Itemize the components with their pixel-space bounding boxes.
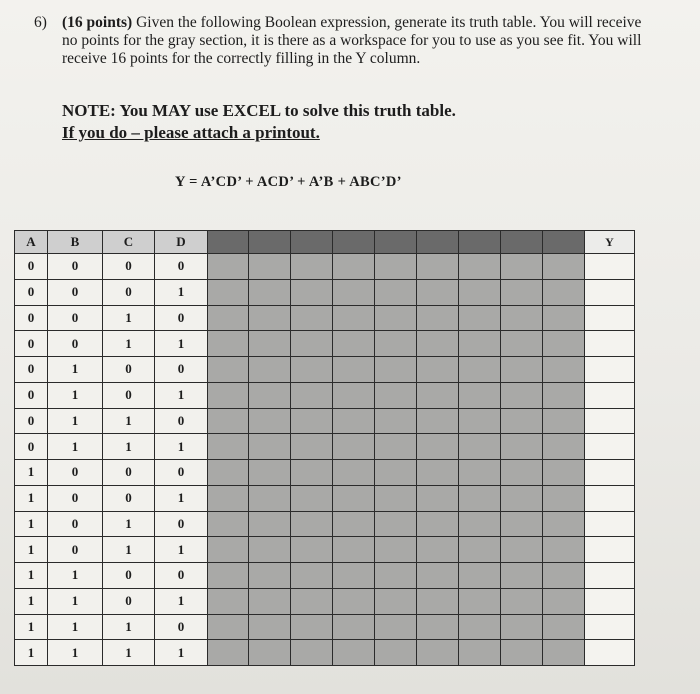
workspace-cell[interactable] [417,640,459,666]
workspace-cell[interactable] [249,254,291,280]
workspace-cell[interactable] [333,485,375,511]
workspace-cell[interactable] [291,640,333,666]
y-answer-cell[interactable] [585,537,635,563]
workspace-cell[interactable] [501,588,543,614]
workspace-cell[interactable] [249,511,291,537]
cell-d: 0 [155,408,208,434]
cell-a: 1 [15,460,48,486]
workspace-cell[interactable] [333,563,375,589]
cell-b: 0 [48,537,103,563]
workspace-cell[interactable] [501,563,543,589]
question-body: Given the following Boolean expression, generate its truth table. You will receive no points for the gray section, it is there as a workspace for you to use as you see fit. You will receive 16 points for the correctly filling in the Y column. [62,14,642,67]
question-text [62,14,652,68]
workspace-cell[interactable] [375,331,417,357]
workspace-cell[interactable] [249,537,291,563]
workspace-cell[interactable] [375,460,417,486]
workspace-cell[interactable] [501,537,543,563]
workspace-cell[interactable] [543,305,585,331]
cell-c: 0 [103,254,155,280]
workspace-cell[interactable] [291,511,333,537]
y-answer-cell[interactable] [585,511,635,537]
cell-c: 1 [103,331,155,357]
workspace-cell[interactable] [208,254,249,280]
workspace-cell[interactable] [333,382,375,408]
workspace-cell[interactable] [291,331,333,357]
workspace-cell[interactable] [208,408,249,434]
workspace-cell[interactable] [459,382,501,408]
workspace-cell[interactable] [291,485,333,511]
y-answer-cell[interactable] [585,254,635,280]
cell-c: 1 [103,537,155,563]
note-block [62,100,456,144]
workspace-cell[interactable] [501,408,543,434]
workspace-cell[interactable] [459,434,501,460]
workspace-cell[interactable] [459,460,501,486]
cell-d: 1 [155,382,208,408]
workspace-cell[interactable] [249,279,291,305]
cell-d: 0 [155,614,208,640]
workspace-cell[interactable] [375,408,417,434]
cell-d: 1 [155,331,208,357]
workspace-cell[interactable] [417,588,459,614]
table-header-row [15,231,635,254]
cell-b: 0 [48,279,103,305]
workspace-cell[interactable] [501,640,543,666]
workspace-header [543,231,585,254]
workspace-cell[interactable] [333,614,375,640]
workspace-cell[interactable] [375,434,417,460]
y-answer-cell[interactable] [585,279,635,305]
workspace-cell[interactable] [417,331,459,357]
workspace-cell[interactable] [333,279,375,305]
cell-c: 1 [103,640,155,666]
workspace-header [208,231,249,254]
cell-a: 1 [15,640,48,666]
workspace-cell[interactable] [291,537,333,563]
cell-c: 0 [103,357,155,383]
table-row [15,434,635,460]
workspace-cell[interactable] [501,511,543,537]
table-row [15,382,635,408]
workspace-cell[interactable] [417,408,459,434]
workspace-cell[interactable] [459,614,501,640]
workspace-cell[interactable] [375,357,417,383]
workspace-cell[interactable] [417,460,459,486]
workspace-cell[interactable] [501,614,543,640]
workspace-cell[interactable] [333,537,375,563]
workspace-cell[interactable] [375,511,417,537]
workspace-cell[interactable] [459,537,501,563]
y-answer-cell[interactable] [585,434,635,460]
workspace-cell[interactable] [417,434,459,460]
cell-a: 0 [15,279,48,305]
workspace-cell[interactable] [333,511,375,537]
workspace-cell[interactable] [417,511,459,537]
cell-d: 1 [155,279,208,305]
workspace-cell[interactable] [208,279,249,305]
workspace-cell[interactable] [375,382,417,408]
workspace-cell[interactable] [249,460,291,486]
table-row [15,588,635,614]
workspace-cell[interactable] [208,460,249,486]
workspace-cell[interactable] [543,357,585,383]
cell-a: 0 [15,357,48,383]
workspace-cell[interactable] [333,460,375,486]
workspace-cell[interactable] [375,254,417,280]
cell-a: 0 [15,305,48,331]
cell-c: 0 [103,588,155,614]
table-body [15,254,635,666]
workspace-cell[interactable] [459,588,501,614]
workspace-cell[interactable] [208,382,249,408]
cell-c: 0 [103,460,155,486]
workspace-cell[interactable] [543,640,585,666]
workspace-cell[interactable] [249,614,291,640]
workspace-cell[interactable] [543,331,585,357]
truth-table-container [14,230,634,666]
workspace-cell[interactable] [291,254,333,280]
cell-c: 0 [103,485,155,511]
workspace-cell[interactable] [459,305,501,331]
cell-b: 0 [48,511,103,537]
y-answer-cell[interactable] [585,382,635,408]
table-row [15,537,635,563]
y-answer-cell[interactable] [585,563,635,589]
workspace-cell[interactable] [249,640,291,666]
workspace-cell[interactable] [459,254,501,280]
workspace-header [333,231,375,254]
workspace-cell[interactable] [333,640,375,666]
workspace-header [375,231,417,254]
cell-d: 1 [155,588,208,614]
workspace-cell[interactable] [208,511,249,537]
cell-c: 1 [103,614,155,640]
table-row [15,640,635,666]
y-answer-cell[interactable] [585,485,635,511]
cell-c: 0 [103,563,155,589]
workspace-cell[interactable] [543,511,585,537]
cell-a: 0 [15,254,48,280]
cell-d: 0 [155,460,208,486]
workspace-cell[interactable] [291,408,333,434]
workspace-cell[interactable] [249,563,291,589]
table-row [15,279,635,305]
workspace-cell[interactable] [291,614,333,640]
table-row [15,408,635,434]
cell-b: 0 [48,254,103,280]
cell-c: 1 [103,434,155,460]
workspace-cell[interactable] [291,434,333,460]
header-y: Y [585,231,635,254]
cell-a: 1 [15,614,48,640]
workspace-cell[interactable] [208,614,249,640]
workspace-cell[interactable] [375,614,417,640]
table-row [15,563,635,589]
workspace-cell[interactable] [333,357,375,383]
workspace-cell[interactable] [208,305,249,331]
workspace-cell[interactable] [459,563,501,589]
workspace-cell[interactable] [291,305,333,331]
workspace-cell[interactable] [208,537,249,563]
cell-b: 1 [48,434,103,460]
question-points: (16 points) [62,14,133,31]
workspace-header [291,231,333,254]
workspace-cell[interactable] [543,588,585,614]
workspace-cell[interactable] [333,254,375,280]
workspace-cell[interactable] [375,305,417,331]
workspace-cell[interactable] [417,357,459,383]
cell-b: 0 [48,331,103,357]
workspace-cell[interactable] [249,331,291,357]
cell-a: 0 [15,382,48,408]
workspace-cell[interactable] [417,537,459,563]
y-answer-cell[interactable] [585,460,635,486]
cell-c: 1 [103,408,155,434]
workspace-cell[interactable] [375,563,417,589]
workspace-cell[interactable] [291,460,333,486]
workspace-cell[interactable] [459,511,501,537]
workspace-cell[interactable] [249,382,291,408]
table-row [15,511,635,537]
workspace-cell[interactable] [543,382,585,408]
workspace-cell[interactable] [208,331,249,357]
workspace-cell[interactable] [501,460,543,486]
workspace-cell[interactable] [417,279,459,305]
workspace-header [417,231,459,254]
note-line-2: If you do – please attach a printout. [62,123,320,142]
workspace-cell[interactable] [333,434,375,460]
workspace-cell[interactable] [501,382,543,408]
workspace-cell[interactable] [249,485,291,511]
cell-d: 0 [155,357,208,383]
workspace-cell[interactable] [417,305,459,331]
cell-c: 1 [103,511,155,537]
workspace-cell[interactable] [501,434,543,460]
workspace-header [459,231,501,254]
cell-b: 1 [48,357,103,383]
cell-d: 1 [155,485,208,511]
cell-b: 1 [48,588,103,614]
table-row [15,460,635,486]
workspace-cell[interactable] [543,537,585,563]
workspace-cell[interactable] [208,434,249,460]
table-row [15,614,635,640]
workspace-cell[interactable] [417,563,459,589]
workspace-cell[interactable] [291,563,333,589]
cell-d: 0 [155,563,208,589]
workspace-cell[interactable] [417,485,459,511]
workspace-cell[interactable] [543,614,585,640]
cell-b: 0 [48,485,103,511]
table-row [15,254,635,280]
cell-b: 1 [48,614,103,640]
y-answer-cell[interactable] [585,408,635,434]
cell-a: 0 [15,331,48,357]
cell-c: 0 [103,279,155,305]
table-row [15,357,635,383]
workspace-cell[interactable] [543,254,585,280]
cell-d: 0 [155,254,208,280]
workspace-cell[interactable] [375,485,417,511]
header-a: A [15,231,48,254]
boolean-expression: Y = A’CD’ + ACD’ + A’B + ABC’D’ [175,174,402,190]
y-answer-cell[interactable] [585,614,635,640]
workspace-cell[interactable] [543,485,585,511]
cell-a: 1 [15,485,48,511]
cell-d: 0 [155,511,208,537]
workspace-cell[interactable] [543,434,585,460]
question-number: 6) [34,14,47,31]
header-d: D [155,231,208,254]
workspace-cell[interactable] [501,279,543,305]
header-c: C [103,231,155,254]
cell-d: 1 [155,537,208,563]
workspace-cell[interactable] [333,331,375,357]
cell-b: 1 [48,563,103,589]
workspace-cell[interactable] [375,537,417,563]
cell-b: 1 [48,382,103,408]
workspace-cell[interactable] [501,357,543,383]
workspace-cell[interactable] [208,640,249,666]
workspace-cell[interactable] [249,588,291,614]
workspace-cell[interactable] [333,408,375,434]
cell-a: 1 [15,537,48,563]
workspace-cell[interactable] [375,640,417,666]
workspace-cell[interactable] [459,331,501,357]
workspace-cell[interactable] [459,640,501,666]
cell-d: 1 [155,640,208,666]
cell-a: 1 [15,563,48,589]
workspace-cell[interactable] [208,588,249,614]
workspace-cell[interactable] [459,279,501,305]
cell-c: 1 [103,305,155,331]
cell-b: 0 [48,305,103,331]
table-row [15,305,635,331]
workspace-cell[interactable] [249,434,291,460]
header-b: B [48,231,103,254]
workspace-cell[interactable] [375,588,417,614]
workspace-cell[interactable] [501,485,543,511]
workspace-cell[interactable] [459,408,501,434]
workspace-cell[interactable] [208,485,249,511]
table-row [15,331,635,357]
note-line-1: NOTE: You MAY use EXCEL to solve this truth table. [62,101,456,120]
y-answer-cell[interactable] [585,588,635,614]
table-row [15,485,635,511]
workspace-cell[interactable] [291,382,333,408]
workspace-cell[interactable] [249,305,291,331]
cell-a: 1 [15,588,48,614]
workspace-cell[interactable] [501,254,543,280]
y-answer-cell[interactable] [585,357,635,383]
workspace-cell[interactable] [417,382,459,408]
cell-d: 0 [155,305,208,331]
cell-c: 0 [103,382,155,408]
workspace-cell[interactable] [543,408,585,434]
cell-b: 1 [48,408,103,434]
cell-d: 1 [155,434,208,460]
workspace-cell[interactable] [543,563,585,589]
cell-b: 0 [48,460,103,486]
y-answer-cell[interactable] [585,305,635,331]
workspace-header [249,231,291,254]
workspace-cell[interactable] [543,279,585,305]
workspace-cell[interactable] [375,279,417,305]
workspace-header [501,231,543,254]
cell-a: 1 [15,511,48,537]
truth-table [14,230,635,666]
workspace-cell[interactable] [249,357,291,383]
workspace-cell[interactable] [291,357,333,383]
workspace-cell[interactable] [208,357,249,383]
workspace-cell[interactable] [501,331,543,357]
workspace-cell[interactable] [501,305,543,331]
cell-b: 1 [48,640,103,666]
cell-a: 0 [15,408,48,434]
workspace-cell[interactable] [459,485,501,511]
workspace-cell[interactable] [417,254,459,280]
workspace-cell[interactable] [249,408,291,434]
workspace-cell[interactable] [291,588,333,614]
workspace-cell[interactable] [417,614,459,640]
workspace-cell[interactable] [333,588,375,614]
workspace-cell[interactable] [543,460,585,486]
y-answer-cell[interactable] [585,331,635,357]
y-answer-cell[interactable] [585,640,635,666]
workspace-cell[interactable] [333,305,375,331]
workspace-cell[interactable] [208,563,249,589]
workspace-cell[interactable] [291,279,333,305]
workspace-cell[interactable] [459,357,501,383]
cell-a: 0 [15,434,48,460]
